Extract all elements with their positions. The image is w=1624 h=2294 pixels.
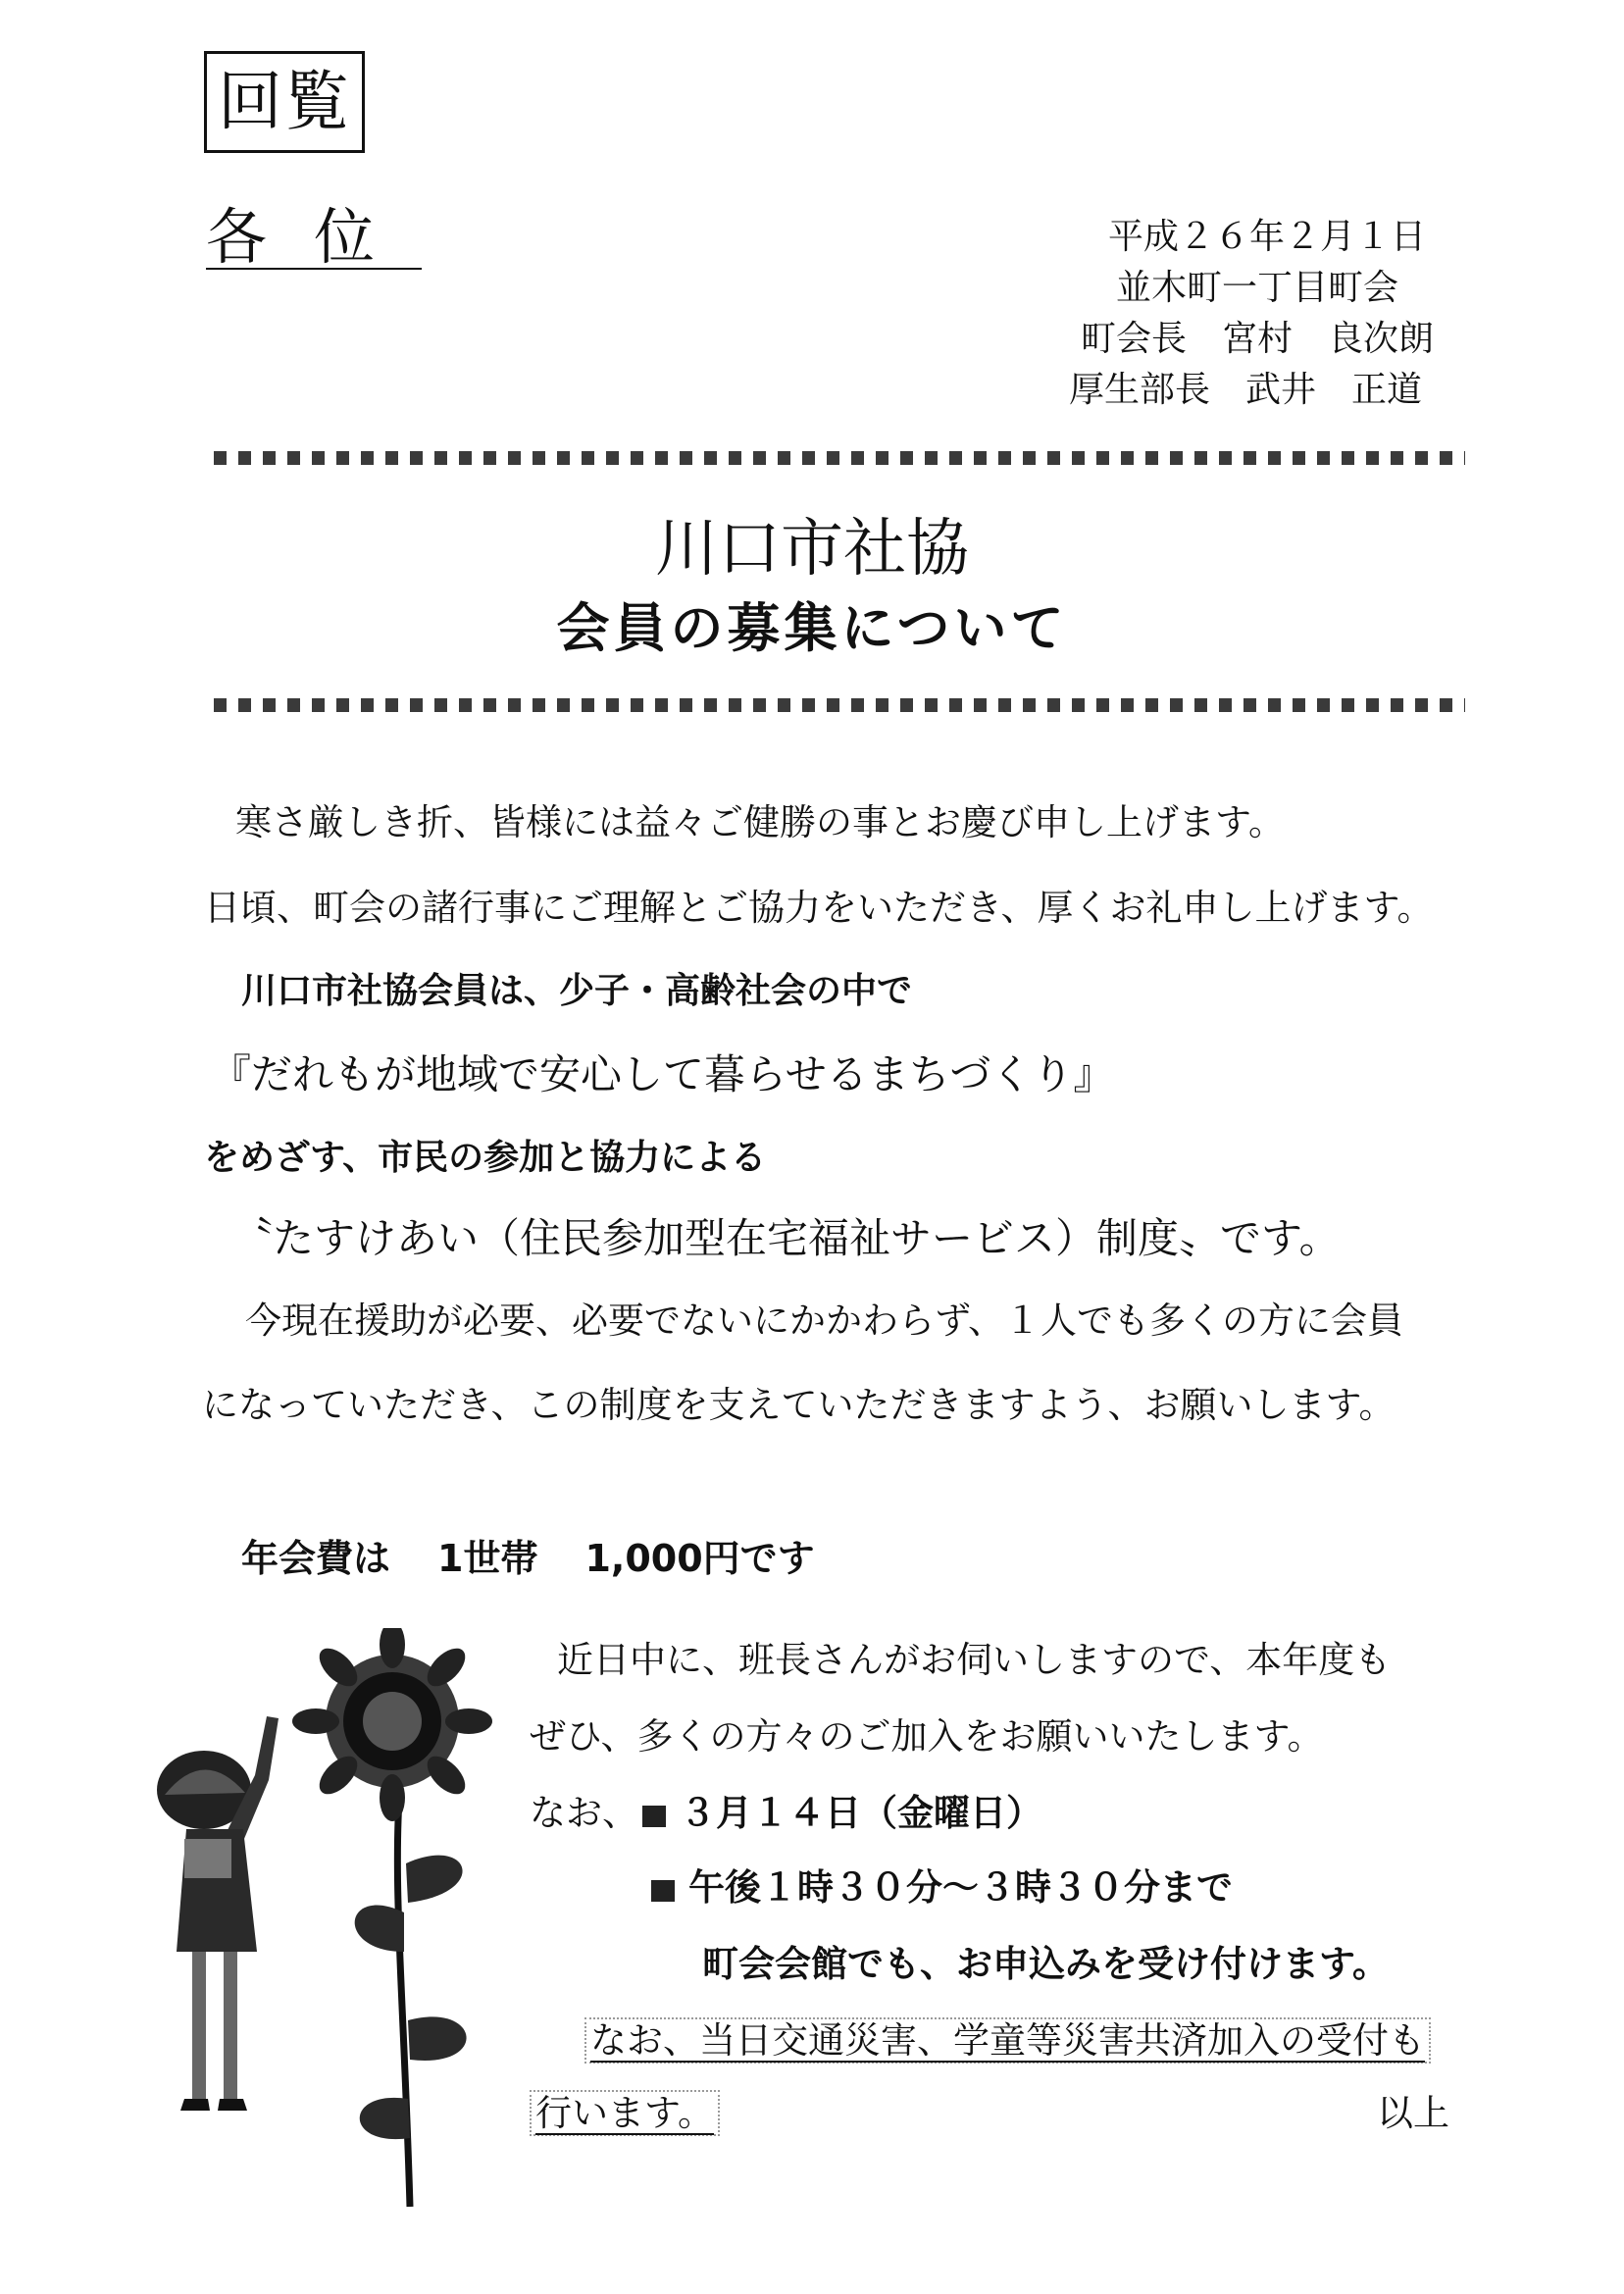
page-subtitle: 会員の募集について (556, 597, 1068, 659)
notice-date: ３月１４日（金曜日） (680, 1791, 1042, 1834)
fee-amount: 1,000円です (584, 1537, 815, 1580)
square-bullet-icon (642, 1806, 666, 1827)
addressee: 各位 (206, 201, 423, 273)
body-line-thanks: 日頃、町会の諸行事にご理解とご協力をいただき、厚くお礼申し上げます。 (204, 887, 1434, 929)
notice-line-place: 町会会館でも、お申込みを受け付けます。 (702, 1942, 1390, 1985)
square-bullet-icon (651, 1880, 675, 1902)
body-line-slogan: 『だれもが地域で安心して暮らせるまちづくり』 (210, 1050, 1115, 1098)
sender-date: 平成２６年２月１日 (1108, 217, 1427, 257)
notice-prefix: なお、 (530, 1792, 638, 1834)
annual-fee (241, 1528, 815, 1582)
closing: 以上 (1377, 2092, 1449, 2134)
notice-line-extra-2 (530, 2083, 720, 2136)
page-title: 川口市社協 (655, 513, 969, 586)
dotted-divider-bottom (214, 698, 1465, 712)
body-line-system: 〝たすけあい（住民参加型在宅福祉サービス）制度〟です。 (231, 1214, 1341, 1262)
body-line-greeting: 寒さ厳しき折、皆様には益々ご健勝の事とお慶び申し上げます。 (235, 801, 1286, 843)
notice-line-extra-1 (584, 2011, 1431, 2064)
sender-chairman: 町会長 宮村 良次朗 (1081, 319, 1435, 359)
body-line-intro: 川口市社協会員は、少子・高齢社会の中で (241, 971, 913, 1011)
notice-time: 午後１時３０分～３時３０分まで (688, 1865, 1233, 1909)
body-line-request-2: になっていただき、この制度を支えていただきますよう、お願いします。 (202, 1384, 1396, 1426)
notice-line-visit: 近日中に、班長さんがお伺いしますので、本年度も (557, 1639, 1392, 1681)
dotted-divider-top (214, 451, 1465, 465)
circulation-stamp: 回覧 (204, 51, 365, 153)
sender-welfare-head: 厚生部長 武井 正道 (1069, 370, 1423, 410)
fee-label: 年会費は (241, 1537, 391, 1580)
body-line-request-1: 今現在援助が必要、必要でないにかかわらず、１人でも多くの方に会員 (245, 1300, 1404, 1342)
girl-sunflower-illustration (147, 1628, 520, 2217)
notice-line-date (530, 1783, 1042, 1836)
notice-extra-highlight: なお、当日交通災害、学童等災害共済加入の受付も (584, 2017, 1431, 2064)
notice-line-time (647, 1858, 1233, 1911)
notice-line-request: ぜひ、多くの方々のご加入をお願いいたします。 (530, 1715, 1324, 1758)
notice-extra2-highlight: 行います。 (530, 2090, 720, 2136)
body-line-purpose: をめざす、市民の参加と協力による (204, 1138, 767, 1178)
sender-organization: 並木町一丁目町会 (1116, 268, 1399, 308)
fee-unit: 1世帯 (437, 1537, 538, 1580)
